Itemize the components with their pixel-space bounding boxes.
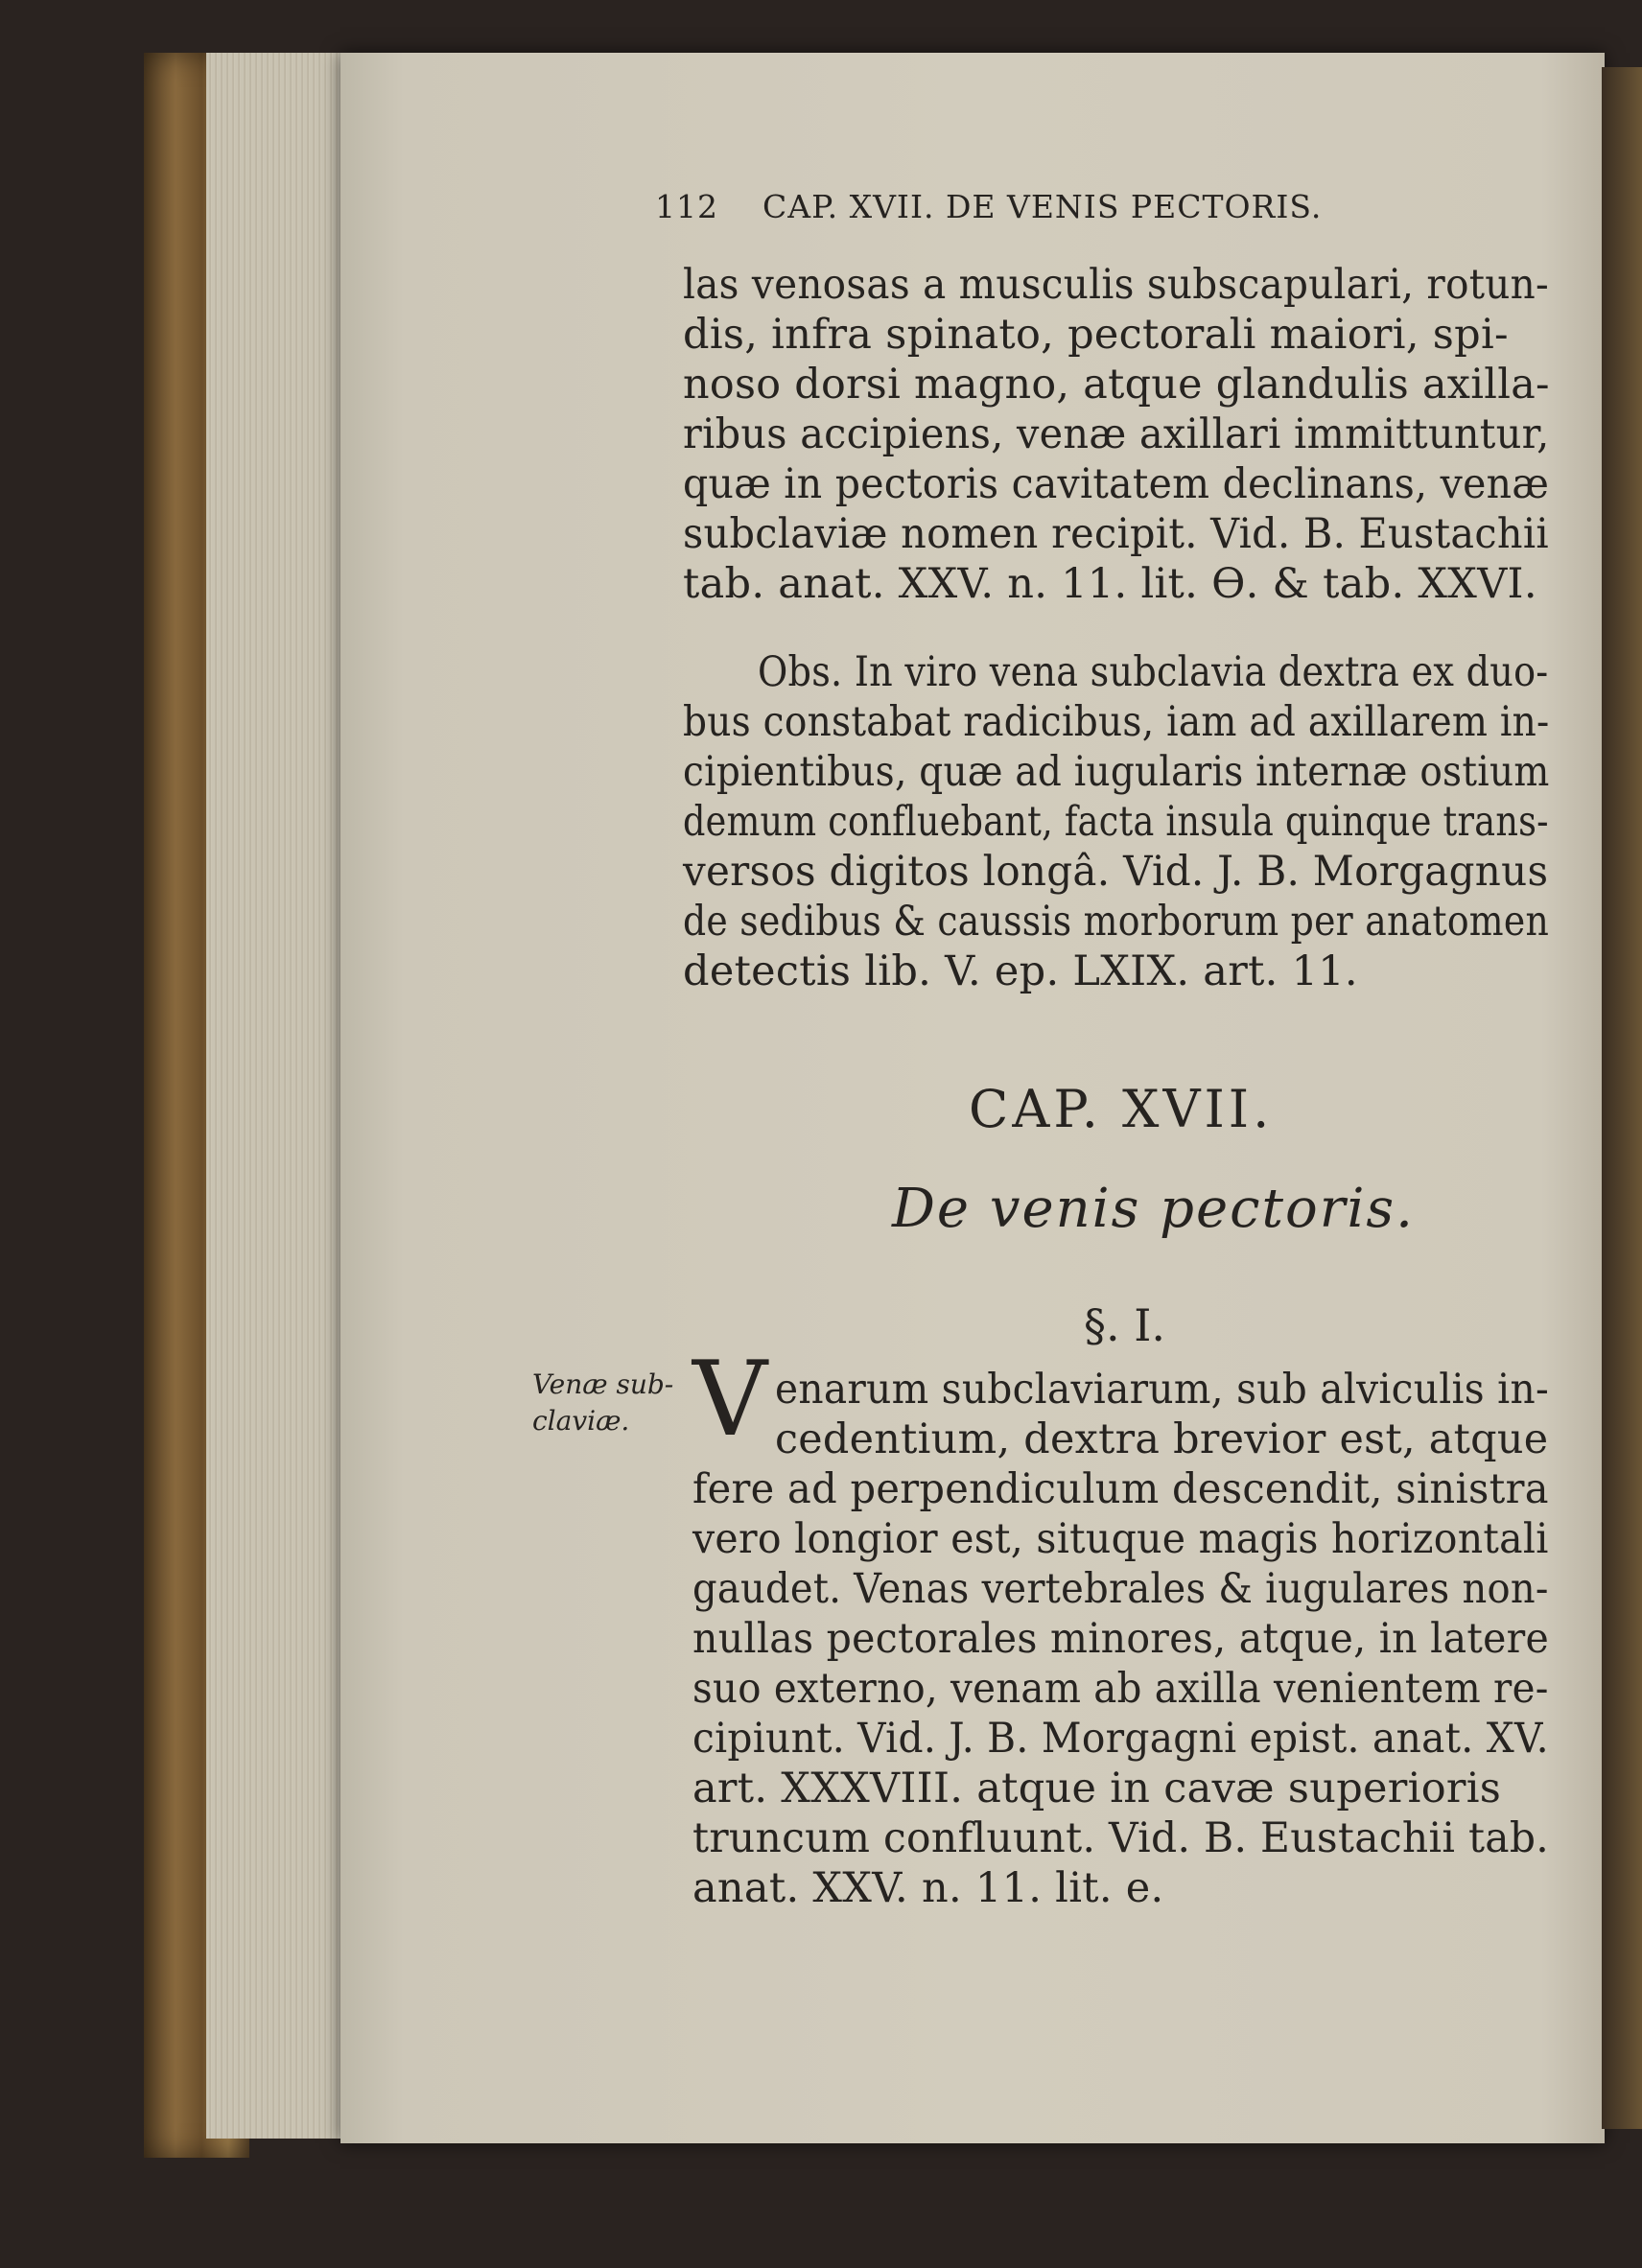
text-line: cedentium, dextra brevior est, atque — [775, 1415, 1549, 1463]
text-line: truncum confluunt. Vid. B. Eustachii tab. — [692, 1814, 1550, 1862]
text-line: ribus accipiens, venæ axillari immittuntur, — [683, 410, 1550, 458]
drop-cap: V — [692, 1340, 767, 1460]
right-cover-edge — [1602, 67, 1642, 2129]
text-line: cipiunt. Vid. J. B. Morgagni epist. anat. XV. — [692, 1715, 1549, 1763]
margin-note-line: Venæ sub- — [532, 1368, 674, 1400]
text-line: fere ad perpendiculum descendit, sinistra — [692, 1465, 1549, 1513]
chapter-heading: CAP. XVII. — [969, 1079, 1274, 1139]
text-line: tab. anat. XXV. n. 11. lit. ϴ. & tab. XXVI. — [683, 560, 1537, 608]
observation-line: versos digitos longâ. Vid. J. B. Morgagnus — [683, 848, 1549, 896]
page-stack-edge — [206, 53, 345, 2139]
running-title: CAP. XVII. DE VENIS PECTORIS. — [762, 188, 1323, 225]
chapter-subtitle: De venis pectoris. — [892, 1178, 1415, 1240]
text-line: vero longior est, situque magis horizontali — [692, 1515, 1549, 1563]
observation-line: bus constabat radicibus, iam ad axillarem in- — [683, 698, 1550, 746]
text-line: quæ in pectoris cavitatem declinans, venæ — [683, 460, 1550, 508]
text-line: subclaviæ nomen recipit. Vid. B. Eustachii — [683, 510, 1549, 558]
text-line: enarum subclaviarum, sub alviculis in- — [775, 1366, 1549, 1414]
text-line: anat. XXV. n. 11. lit. e. — [692, 1864, 1164, 1912]
observation-line: de sedibus & caussis morborum per anatomen — [683, 898, 1550, 946]
section-mark: §. I. — [1084, 1299, 1166, 1351]
observation-line: demum confluebant, facta insula quinque trans- — [683, 798, 1549, 846]
observation-line: cipientibus, quæ ad iugularis internæ ostium — [683, 748, 1550, 796]
observation-line: Obs. In viro vena subclavia dextra ex duo- — [758, 648, 1549, 696]
text-line: nullas pectorales minores, atque, in latere — [692, 1615, 1550, 1663]
text-line: dis, infra spinato, pectorali maiori, spi- — [683, 311, 1509, 359]
text-line: las venosas a musculis subscapulari, rotun- — [683, 261, 1550, 309]
observation-line: detectis lib. V. ep. LXIX. art. 11. — [683, 947, 1358, 995]
text-line: suo externo, venam ab axilla venientem re- — [692, 1665, 1549, 1713]
text-line: art. XXXVIII. atque in cavæ superioris — [692, 1765, 1502, 1812]
text-line: gaudet. Venas vertebrales & iugulares non- — [692, 1565, 1549, 1613]
text-line: noso dorsi magno, atque glandulis axilla- — [683, 361, 1550, 409]
page-number: 112 — [655, 188, 718, 225]
margin-note-line: claviæ. — [532, 1405, 630, 1437]
